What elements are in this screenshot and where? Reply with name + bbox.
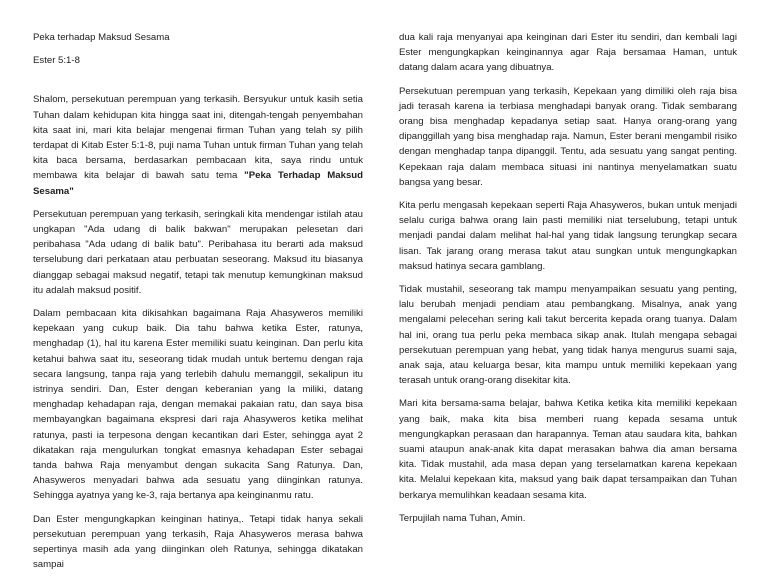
paragraph: Tidak mustahil, seseorang tak mampu menyampaikan sesuatu yang penting, lalu berubah menjadi pendiam atau pembangkang. Misalnya, anak yang mengalami pelecehan sering kali takut bercerita kepada orang tuanya. Dalam hal ini, orang tua perlu peka membaca sikap anak. Itulah mengapa sebagai persekutuan perempuan yang hebat, yang tidak hanya mengurus suami saja, anak saja, atau keluarga besar, kita mampu untuk memiliki kepekaan yang terasah untuk orang-orang disekitar kita. [399,284,737,387]
theme-text: "Peka Terhadap Maksud Sesama" [33,170,364,197]
scripture-reference: Ester 5:1-8 [33,55,80,67]
paragraph: Persekutuan perempuan yang terkasih, Kepekaan yang dimiliki oleh raja bisa jadi terasah karena ia terbiasa menghadapi banyak orang. Tidak sembarang orang bisa menghadap kepadanya setiap saat. Hanya orang-orang yang dipanggillah yang bisa menghadap raja. Namun, Ester berani mengambil risiko dengan menghadap tanpa dipanggil. Tentu, ada sesuatu yang sangat penting. Kepekaan raja dalam membaca situasi ini nantinya menyelamatkan suatu bangsa yang besar. [399,85,737,188]
paragraph: Persekutuan perempuan yang terkasih, seringkali kita mendengar istilah atau ungkapan "Ada udang di balik bakwan" merupakan pelesetan dari peribahasa "Ada udang di balik batu". Peribahasa itu berarti ada maksud terselubung dari perkataan atau perbuatan seseorang. Maksud itu biasanya dianggap sebagai maksud negatif, tetapi tak menutup kemungkinan maksud itu adalah maksud positif. [33,208,363,296]
paragraph: Dalam pembacaan kita dikisahkan bagaimana Raja Ahasyweros memiliki kepekaan yang cukup baik. Dia tahu bahwa ketika Ester, ratunya, menghadap (1), hal itu karena Ester memiliki suatu keinginan. Dan perlu kita ketahui bahwa saat itu, seseorang tidak mudah untuk bertemu dengan raja secara langsung, tanpa raja yang terlebih dahulu memanggil, sekalipun itu istrinya sendiri. Dan, Ester dengan keberanian yang la miliki, datang menghadap kehadapan raja, dengan memakai pakaian ratu, dan saya bisa membayangkan bagaimana ekspresi dari raja Ahasyweros ketika melihat ratunya, pasti ia terpesona dengan kecantikan dari Ester, sehingga ayat 2 dikatakan raja mengulurkan tongkat emasnya kehadapan Ester sebagai tanda bahwa Raja menyambut dengan sukacita Sang Ratunya. Dan, Ahasyweros menyadari bahwa ada sesuatu yang diinginkan ratunya. Sehingga ayatnya yang ke-3, raja bertanya apa keinginanmu ratu. [33,308,363,502]
closing-line: Terpujilah nama Tuhan, Amin. [399,512,526,524]
left-column [33,30,363,581]
paragraph: Dan Ester mengungkapkan keinginan hatinya,. Tetapi tidak hanya sekali persekutuan perempuan yang terkasih, Raja Ahasyweros merasa bahwa sepertinya masih ada yang diinginkan oleh Ratunya, sehingga dikatakan sampai [33,513,363,571]
paragraph: Kita perlu mengasah kepekaan seperti Raja Ahasyweros, bukan untuk menjadi selalu curiga bahwa orang lain pasti memiliki niat terselubung, tetapi untuk menjadi pandai dalam melihat hal-hal yang tidak langsung terungkap secara lisan. Tak jarang orang merasa takut atau sungkan untuk mengungkapkan maksud hatinya secara gamblang. [399,200,737,272]
right-column [399,30,737,534]
intro-text: Shalom, persekutuan perempuan yang terkasih. Bersyukur untuk kasih setia Tuhan dalam kehidupan kita hingga saat ini, ditengah-tengah penyembahan kita saat ini, mari kita belajar mengenai firman Tuhan yang telah sy pilih terdapat di Kitab Ester 5:1-8, puji nama Tuhan untuk firman Tuhan yang telah kita baca bersama, berdasarkan pembacaan kita, saya rindu untuk membawa kita belajar di bawah satu tema [33,94,363,182]
paragraph: Mari kita bersama-sama belajar, bahwa Ketika ketika kita memiliki kepekaan yang baik, maka kita bisa memberi ruang kepada sesama untuk mengungkapkan perasaan dan harapannya. Teman atau saudara kita, bahkan suami ataupun anak-anak kita dapat merasakan bahwa dia aman bersama kita. Tidak mustahil, ada masa depan yang terselamatkan karena kepekaan kita. Melalui kepekaan kita, maksud yang baik dapat tersampaikan dan Tuhan berkarya memulihkan keadaan sesama kita. [399,398,737,501]
document-title: Peka terhadap Maksud Sesama [33,32,170,43]
paragraph-intro [33,92,363,198]
paragraph: dua kali raja menyanyai apa keinginan dari Ester itu sendiri, dan kembali lagi Ester mengungkapkan keinginannya agar Raja bersamaa Haman, untuk datang dalam acara yang dibuatnya. [399,32,737,74]
